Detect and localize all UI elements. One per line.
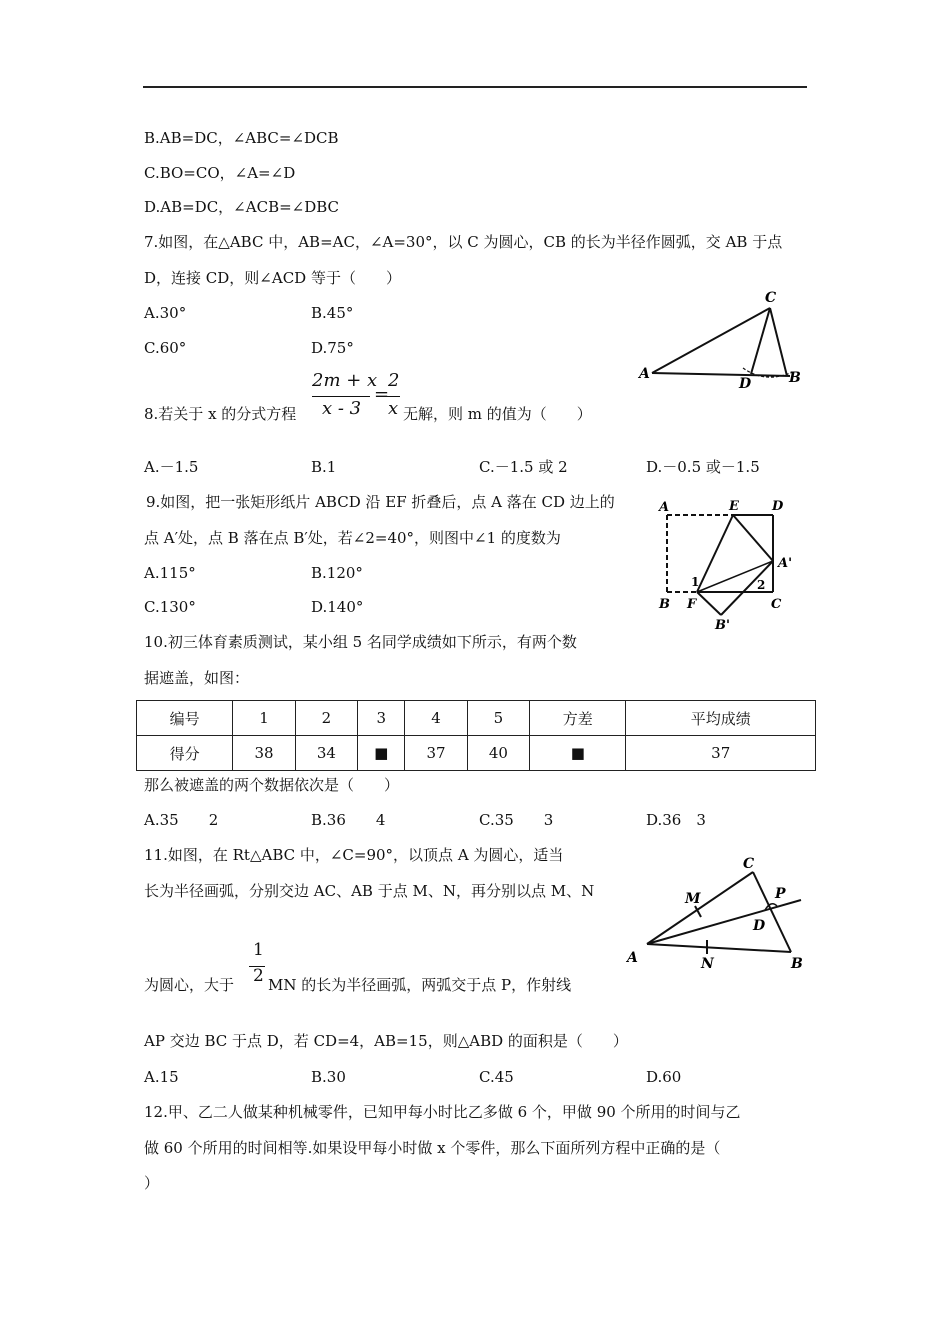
table-cell: 34 xyxy=(295,736,357,771)
table-header-cell: 4 xyxy=(405,701,467,736)
q8-frac-right-num: 2 xyxy=(388,370,400,391)
q8-option-c: C.－1.5 或 2 xyxy=(479,458,568,476)
q11-label-m: M xyxy=(685,891,701,907)
q10-option-d: D.36 3 xyxy=(646,811,706,829)
q8-stem-prefix: 8.若关于 x 的分式方程 xyxy=(144,405,297,423)
header-rule xyxy=(143,86,807,88)
q10-option-a: A.35 2 xyxy=(144,811,219,829)
q8-frac-left-bar xyxy=(312,396,370,397)
q11-label-d: D xyxy=(753,918,766,934)
q12-stem-line1: 12.甲、乙二人做某种机械零件，已知甲每小时比乙多做 6 个，甲做 90 个所用的时间与乙 xyxy=(144,1103,741,1121)
table-header-cell: 1 xyxy=(233,701,295,736)
q6-option-c: C.BO=CO，∠A=∠D xyxy=(144,164,296,182)
q10-stem-line2: 据遮盖，如图： xyxy=(144,669,250,687)
q9-option-b: B.120° xyxy=(311,564,363,582)
q7-label-c: C xyxy=(765,290,777,306)
q9-label-f: F xyxy=(687,597,697,612)
q9-label-angle-2: 2 xyxy=(757,578,766,592)
q8-stem-suffix: 无解，则 m 的值为（ ） xyxy=(403,405,592,423)
q9-label-c: C xyxy=(771,597,782,612)
q7-option-b: B.45° xyxy=(311,304,354,322)
table-header-cell: 5 xyxy=(467,701,529,736)
table-cell: 得分 xyxy=(137,736,233,771)
q11-stem-line4: AP 交边 BC 于点 D，若 CD=4，AB=15，则△ABD 的面积是（ ） xyxy=(144,1032,628,1050)
q11-stem-line1: 11.如图，在 Rt△ABC 中，∠C=90°，以顶点 A 为圆心，适当 xyxy=(144,846,564,864)
q11-frac-den: 2 xyxy=(253,966,264,986)
q8-option-a: A.－1.5 xyxy=(144,458,199,476)
q11-triangle-figure xyxy=(615,850,815,980)
q7-label-d: D xyxy=(739,376,752,392)
q7-option-c: C.60° xyxy=(144,339,187,357)
table-cell: ■ xyxy=(358,736,405,771)
q8-frac-right-bar xyxy=(386,396,400,397)
q9-rectangle-figure xyxy=(645,495,805,635)
q11-frac-num: 1 xyxy=(253,940,264,960)
table-cell: 38 xyxy=(233,736,295,771)
q9-stem-line2: 点 A′处，点 B 落在点 B′处，若∠2=40°，则图中∠1 的度数为 xyxy=(144,529,561,547)
table-cell: 40 xyxy=(467,736,529,771)
q11-label-c: C xyxy=(743,856,755,872)
q7-label-a: A xyxy=(639,366,650,382)
table-cell: 37 xyxy=(626,736,816,771)
q9-label-e: E xyxy=(729,499,739,514)
q11-stem-line3-suffix: MN 的长为半径画弧，两弧交于点 P，作射线 xyxy=(268,976,572,994)
q9-label-b: B xyxy=(659,597,670,612)
table-row xyxy=(137,736,816,771)
q8-equals: = xyxy=(374,384,390,405)
q9-option-c: C.130° xyxy=(144,598,196,616)
q11-option-c: C.45 xyxy=(479,1068,514,1086)
q12-stem-line2: 做 60 个所用的时间相等.如果设甲每小时做 x 个零件，那么下面所列方程中正确的是（ xyxy=(144,1139,721,1157)
q7-triangle-figure xyxy=(625,288,815,398)
table-header-cell: 平均成绩 xyxy=(626,701,816,736)
q6-option-d: D.AB=DC，∠ACB=∠DBC xyxy=(144,198,340,216)
q11-option-a: A.15 xyxy=(144,1068,179,1086)
q10-stem-line1: 10.初三体育素质测试，某小组 5 名同学成绩如下所示，有两个数 xyxy=(144,633,577,651)
q11-label-a: A xyxy=(627,950,638,966)
q8-frac-left-den: x - 3 xyxy=(322,398,362,419)
table-header-cell: 方差 xyxy=(530,701,626,736)
q10-option-b: B.36 4 xyxy=(311,811,386,829)
q11-label-n: N xyxy=(701,956,714,972)
q8-frac-right-den: x xyxy=(388,398,399,419)
q10-option-c: C.35 3 xyxy=(479,811,554,829)
q9-label-angle-1: 1 xyxy=(691,575,700,589)
q7-stem-line2: D，连接 CD，则∠ACD 等于（ ） xyxy=(144,269,401,287)
q9-label-a: A xyxy=(659,500,670,515)
table-header-cell: 3 xyxy=(358,701,405,736)
q12-stem-line3: ） xyxy=(144,1174,160,1192)
score-table xyxy=(136,700,816,771)
q9-option-a: A.115° xyxy=(144,564,196,582)
table-row xyxy=(137,701,816,736)
q6-option-b: B.AB=DC，∠ABC=∠DCB xyxy=(144,129,339,147)
q7-option-a: A.30° xyxy=(144,304,187,322)
q11-stem-line2: 长为半径画弧，分别交边 AC、AB 于点 M、N，再分别以点 M、N xyxy=(144,882,595,900)
q9-stem-line1: 9.如图，把一张矩形纸片 ABCD 沿 EF 折叠后，点 A 落在 CD 边上的 xyxy=(146,493,615,511)
q9-label-a-prime: A' xyxy=(778,556,793,571)
table-header-cell: 2 xyxy=(295,701,357,736)
table-cell: ■ xyxy=(530,736,626,771)
q9-label-b-prime: B' xyxy=(715,618,730,633)
q9-label-d: D xyxy=(772,499,784,514)
q7-label-b: B xyxy=(789,370,801,386)
q8-option-b: B.1 xyxy=(311,458,337,476)
q8-option-d: D.－0.5 或－1.5 xyxy=(646,458,760,476)
q11-label-b: B xyxy=(791,956,803,972)
table-header-cell: 编号 xyxy=(137,701,233,736)
q11-option-d: D.60 xyxy=(646,1068,682,1086)
q11-stem-line3-prefix: 为圆心，大于 xyxy=(144,976,235,994)
q8-frac-left-num: 2m + x xyxy=(312,370,378,391)
q11-label-p: P xyxy=(775,886,786,902)
table-cell: 37 xyxy=(405,736,467,771)
q11-option-b: B.30 xyxy=(311,1068,346,1086)
q10-question: 那么被遮盖的两个数据依次是（ ） xyxy=(144,776,400,794)
q9-option-d: D.140° xyxy=(311,598,364,616)
q7-stem-line1: 7.如图，在△ABC 中，AB=AC，∠A=30°，以 C 为圆心，CB 的长为半径作圆弧，交 AB 于点 xyxy=(144,233,783,251)
q7-option-d: D.75° xyxy=(311,339,354,357)
